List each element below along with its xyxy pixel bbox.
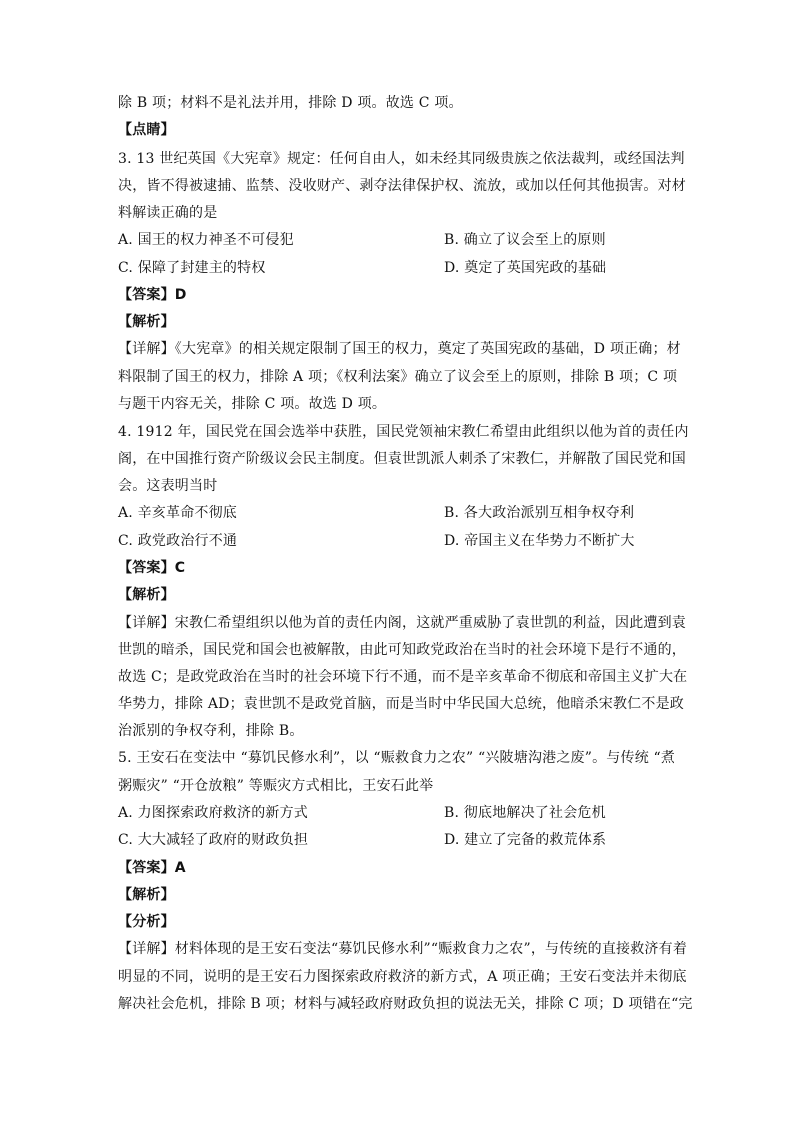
q5-detail-line-1: 【详解】材料体现的是王安石变法“募饥民修水利”“赈救食力之农”，与传统的直接救济有着: [118, 941, 688, 957]
q5-stem-line-2: 粥赈灾” “开仓放粮” 等赈灾方式相比，王安石此举: [118, 778, 434, 794]
q5-detail-line-2: 明显的不同，说明的是王安石力图探索政府救济的新方式，A 项正确；王安石变法并未彻底: [118, 969, 687, 985]
q4-option-d: D. 帝国主义在华势力不断扩大: [444, 533, 635, 549]
q3-detail-line-3: 与题干内容无关，排除 C 项。故选 D 项。: [118, 396, 387, 412]
q4-answer: 【答案】C: [118, 560, 186, 576]
q5-answer: 【答案】A: [118, 860, 186, 876]
q5-stem-line-1: 5. 王安石在变法中 “募饥民修水利”，以 “赈救食力之农” “兴陂塘沟港之废”。与传统 “煮: [118, 750, 676, 766]
q3-detail-line-1: 【详解】《大宪章》的相关规定限制了国王的权力，奠定了英国宪政的基础，D 项正确；材: [118, 341, 681, 357]
q4-stem-line-1: 4. 1912 年，国民党在国会选举中获胜，国民党领袖宋教仁希望由此组织以他为首的责任内: [118, 424, 689, 440]
q4-stem-line-2: 阁，在中国推行资产阶级议会民主制度。但袁世凯派人刺杀了宋教仁，并解散了国民党和国: [118, 451, 686, 467]
prev-detail-line: 除 B 项；材料不是礼法并用，排除 D 项。故选 C 项。: [118, 95, 463, 111]
q4-detail-line-4: 华势力，排除 AD；袁世凯不是政党首脑，而是当时中华民国大总统，他暗杀宋教仁不是政: [118, 696, 684, 712]
q3-answer: 【答案】D: [118, 287, 187, 303]
q5-option-b: B. 彻底地解决了社会危机: [444, 805, 606, 821]
q3-stem-line-3: 料解读正确的是: [118, 205, 218, 221]
q3-option-c: C. 保障了封建主的特权: [118, 260, 266, 276]
q4-option-a: A. 辛亥革命不彻底: [118, 505, 238, 521]
q3-option-b: B. 确立了议会至上的原则: [444, 232, 606, 248]
q4-detail-line-5: 治派别的争权夺利，排除 B。: [118, 723, 304, 739]
q4-detail-line-3: 故选 C；是政党政治在当时的社会环境下行不通，而不是辛亥革命不彻底和帝国主义扩大在: [118, 669, 688, 685]
q5-fenxi-heading: 【分析】: [118, 914, 175, 930]
q4-analysis-heading: 【解析】: [118, 587, 175, 603]
q3-option-a: A. 国王的权力神圣不可侵犯: [118, 232, 294, 248]
dianjing-heading: 【点睛】: [118, 122, 175, 138]
q5-option-a: A. 力图探索政府救济的新方式: [118, 805, 309, 821]
q4-option-b: B. 各大政治派别互相争权夺利: [444, 505, 635, 521]
q4-stem-line-3: 会。这表明当时: [118, 478, 218, 494]
q3-detail-line-2: 料限制了国王的权力，排除 A 项；《权利法案》确立了议会至上的原则，排除 B 项；C 项: [118, 369, 678, 385]
q5-detail-line-3: 解决社会危机，排除 B 项；材料与减轻政府财政负担的说法无关，排除 C 项；D 项错在“完: [118, 996, 693, 1012]
q4-detail-line-1: 【详解】宋教仁希望组织以他为首的责任内阁，这就严重威胁了袁世凯的利益，因此遭到袁: [118, 615, 686, 631]
q5-option-d: D. 建立了完备的救荒体系: [444, 832, 607, 848]
q3-analysis-heading: 【解析】: [118, 314, 175, 330]
q3-stem-line-1: 3. 13 世纪英国《大宪章》规定：任何自由人，如未经其同级贵族之依法裁判，或经国法判: [118, 151, 685, 167]
q5-option-c: C. 大大减轻了政府的财政负担: [118, 832, 309, 848]
q5-analysis-heading: 【解析】: [118, 887, 175, 903]
q4-detail-line-2: 世凯的暗杀，国民党和国会也被解散，由此可知政党政治在当时的社会环境下是行不通的，: [118, 642, 686, 658]
q3-option-d: D. 奠定了英国宪政的基础: [444, 260, 607, 276]
q4-option-c: C. 政党政治行不通: [118, 533, 238, 549]
q3-stem-line-2: 决，皆不得被逮捕、监禁、没收财产、剥夺法律保护权、流放，或加以任何其他损害。对材: [118, 178, 686, 194]
